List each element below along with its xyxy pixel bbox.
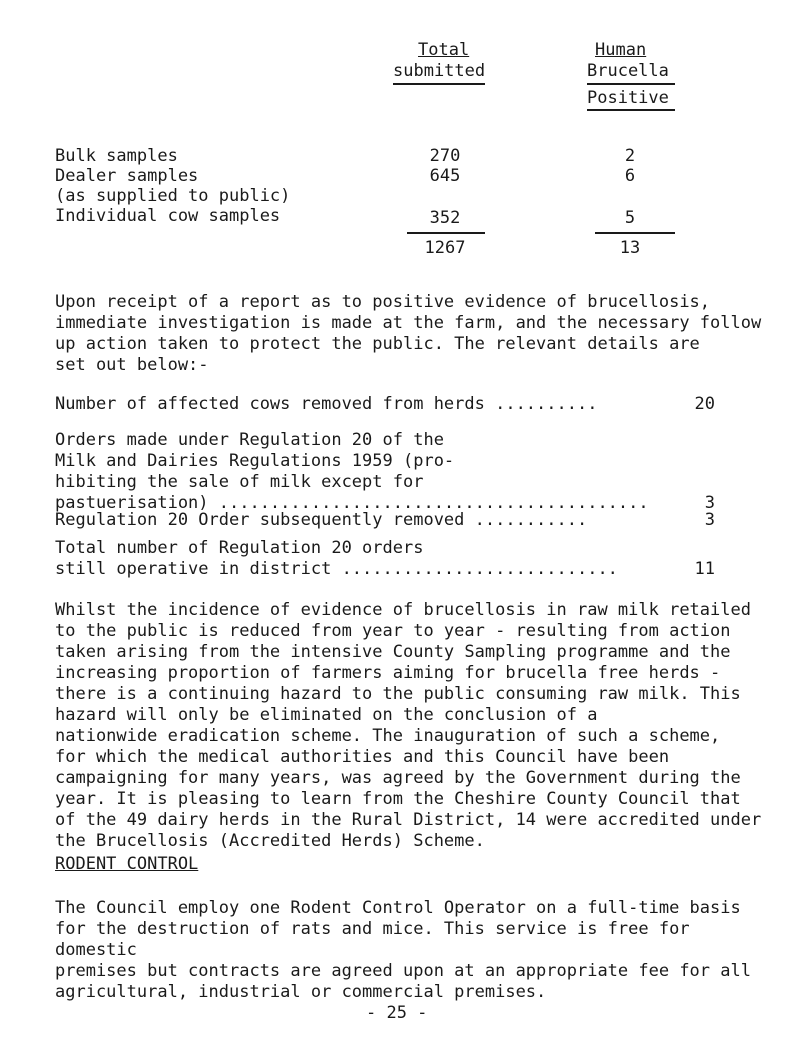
rodent-control-paragraph: The Council employ one Rodent Control Operator on a full-time basis for the destruction of rats and mice. This service is free for domestic premises but contracts are agreed upon at an appropriate fee for all agricultural, industrial or commercial premises.: [55, 898, 751, 1002]
list-item-label: Number of affected cows removed from herds ..........: [55, 394, 598, 414]
list-item-value: 11: [694, 559, 715, 579]
list-item: [55, 510, 715, 531]
col-total-header-line1: Total: [418, 40, 470, 60]
row-total: 270: [429, 146, 461, 166]
row-positive: 2: [624, 146, 636, 166]
col-human-header-line3: Positive: [587, 88, 669, 108]
sum-total: 1267: [424, 238, 466, 258]
row-label: Bulk samples: [55, 146, 178, 166]
row-label: Dealer samples: [55, 166, 199, 186]
intro-paragraph: Upon receipt of a report as to positive evidence of brucellosis, immediate investigation is made at the farm, and the necessary follow up action taken to protect the public. The relevant details are set out below:-: [55, 292, 762, 375]
col-human-header-rule: [587, 83, 675, 85]
page-number: - 25 -: [366, 1003, 428, 1023]
col-total-header-rule: [393, 83, 485, 85]
list-item-value: 20: [694, 394, 715, 414]
list-item: [55, 538, 715, 580]
row-positive: 6: [624, 166, 636, 186]
list-item: [55, 430, 715, 514]
list-item-label: Regulation 20 Order subsequently removed ...........: [55, 510, 588, 530]
col-total-header-line2: submitted: [393, 61, 486, 81]
list-item: [55, 394, 715, 415]
row-label: (as supplied to public): [55, 186, 291, 206]
sum-total-rule: [407, 232, 485, 234]
col-human-header-line2: Brucella: [587, 61, 669, 81]
list-item-label: Total number of Regulation 20 orders still operative in district ...........................: [55, 538, 618, 579]
list-item-value: 3: [704, 493, 715, 513]
sum-positive-rule: [595, 232, 675, 234]
section-heading: RODENT CONTROL: [55, 854, 199, 874]
col-human-header-rule2: [587, 109, 675, 111]
brucellosis-paragraph: Whilst the incidence of evidence of brucellosis in raw milk retailed to the public is reduced from year to year - resulting from action taken arising from the intensive County Sampling programme and the increasing proportion of farmers aiming for brucella free herds - there is a continuing hazard to the public consuming raw milk. This hazard will only be eliminated on the conclusion of a nationwide eradication scheme. The inauguration of such a scheme, for which the medical authorities and this Council have been campaigning for many years, was agreed by the Government during the year. It is pleasing to learn from the Cheshire County Council that of the 49 dairy herds in the Rural District, 14 were accredited under the Brucellosis (Accredited Herds) Scheme.: [55, 600, 762, 851]
list-item-label: Orders made under Regulation 20 of the Milk and Dairies Regulations 1959 (pro- hibiting the sale of milk except for pastuerisation) ..........................................: [55, 430, 649, 513]
row-total: 645: [429, 166, 461, 186]
row-label: Individual cow samples: [55, 206, 281, 226]
sum-positive: 13: [619, 238, 641, 258]
row-total: 352: [429, 208, 461, 228]
col-human-header-line1: Human: [595, 40, 647, 60]
list-item-value: 3: [704, 510, 715, 530]
row-positive: 5: [624, 208, 636, 228]
